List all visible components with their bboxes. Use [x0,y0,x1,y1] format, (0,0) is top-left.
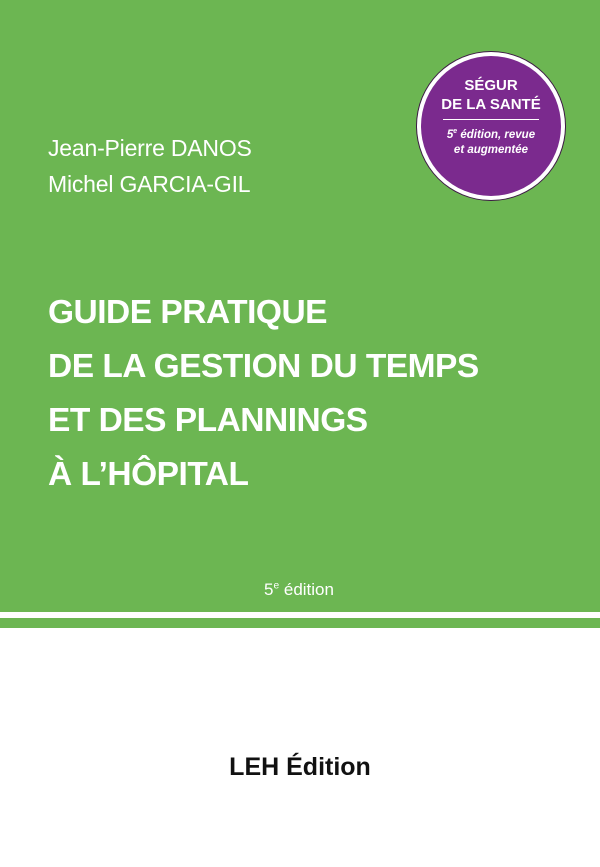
book-title-line: ET DES PLANNINGS [48,402,368,439]
author-name: Jean-Pierre DANOS [48,135,252,161]
badge-divider [443,119,539,120]
author-name: Michel GARCIA-GIL [48,171,251,197]
badge-title-line: SÉGUR [464,77,518,94]
cover-divider-green [0,618,600,628]
segur-badge [421,56,561,196]
badge-edition-text: édition, revue [457,129,536,141]
book-title-line: À L’HÔPITAL [48,456,249,493]
authors [48,130,252,202]
badge-title [421,76,561,114]
badge-edition-number: 5 [446,129,454,141]
badge-edition [421,128,561,158]
publisher-name: LEH Édition [229,753,371,781]
edition-label [264,580,334,600]
edition-sup: e [273,580,280,592]
book-title-line: DE LA GESTION DU TEMPS [48,348,479,385]
book-title [48,286,479,502]
badge-title-line: DE LA SANTÉ [441,96,541,113]
edition-text: édition [279,580,334,599]
book-title-line: GUIDE PRATIQUE [48,294,328,331]
badge-edition-line: et augmentée [453,144,529,156]
badge-edition-sup: e [453,128,458,136]
edition-number: 5 [264,580,274,599]
